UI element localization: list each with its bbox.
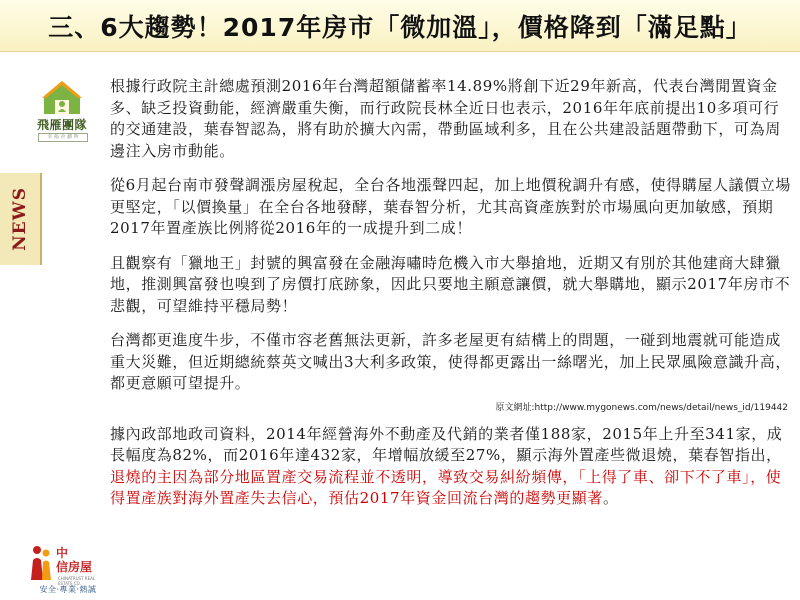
house-icon (22, 78, 102, 118)
chinatrust-name-line1: 中 (56, 546, 69, 560)
chinatrust-name (56, 546, 116, 574)
paragraph-urban-renewal: 台灣都更進度牛步，不僅市容老舊無法更新，許多老屋更有結構上的問題，一碰到地震就可能造成重大災難，但近期總統蔡英文喊出3大利多政策，使得都更露出一絲曙光，加上民眾風險意識升高，都更意願可望提升。 (110, 331, 791, 392)
paragraph-tax: 從6月起台南市發聲調漲房屋稅起，全台各地漲聲四起，加上地價稅調升有感，使得購屋人議價立場更堅定，「以價換量」在全台各地發酵，葉春智分析，尤其高資產族對於市場風向更加敏感，預期2017年置產族比例將從2016年的一成提升到二成！ (110, 176, 791, 237)
paragraph-savings: 根據行政院主計總處預測2016年台灣超額儲蓄率14.89%將創下近29年新高，代表台灣閒置資金多、缺乏投資動能，經濟嚴重失衡，而行政院長林全近日也表示，2016年年底前提出10多項可行的交通建設，葉春智認為，將有助於擴大內需，帶動區域利多，且在公共建設話題帶動下，可為周邊注入房市動能。 (110, 77, 781, 160)
overseas-highlight: 退燒的主因為部分地區置產交易流程並不透明，導致交易糾紛頻傳，「上得了車、卻下不了車」，使得置產族對海外置產失去信心，預估2017年資金回流台灣的趨勢更顯著 (110, 467, 782, 507)
slide-title: 三、6大趨勢！2017年房市「微加溫」，價格降到「滿足點」 (0, 0, 800, 52)
people-icon (28, 544, 54, 582)
paragraph-overseas (110, 424, 794, 510)
feiyan-team-logo (22, 78, 102, 140)
chinatrust-name-line2: 信房屋 (56, 560, 93, 574)
chinatrust-slogan: 安全·專業·熱誠 (39, 585, 97, 594)
news-label: NEWS (10, 187, 30, 251)
news-side-tab (0, 173, 42, 265)
chinatrust-realty-logo (28, 544, 108, 600)
logo-brand-name: 飛雁團隊 (36, 118, 87, 132)
overseas-text: 據內政部地政司資料，2014年經營海外不動產及代銷的業者僅188家，2015年上升至341家，成長幅度為82%，而2016年達432家，年增幅放緩至27%，顯示海外置產些微退燒，葉春智指出， (110, 424, 783, 464)
article-body (110, 76, 794, 523)
overseas-end: 。 (602, 489, 619, 507)
logo-brand-subtitle: 幸 福 企 劃 所 (38, 133, 88, 142)
chinatrust-english: CHINATRUST REAL ESTATE CO. (58, 576, 96, 586)
source-link[interactable]: 原文網址:http://www.mygonews.com/news/detail/news_id/119442 (495, 402, 788, 413)
paragraph-land: 且觀察有「獵地王」封號的興富發在金融海嘯時危機入市大舉搶地，近期又有別於其他建商大肆獵地，推測興富發也嗅到了房價打底跡象，因此只要地主願意讓價，就大舉購地，顯示2017年房市不悲觀，可望維持平穩局勢！ (110, 253, 791, 315)
